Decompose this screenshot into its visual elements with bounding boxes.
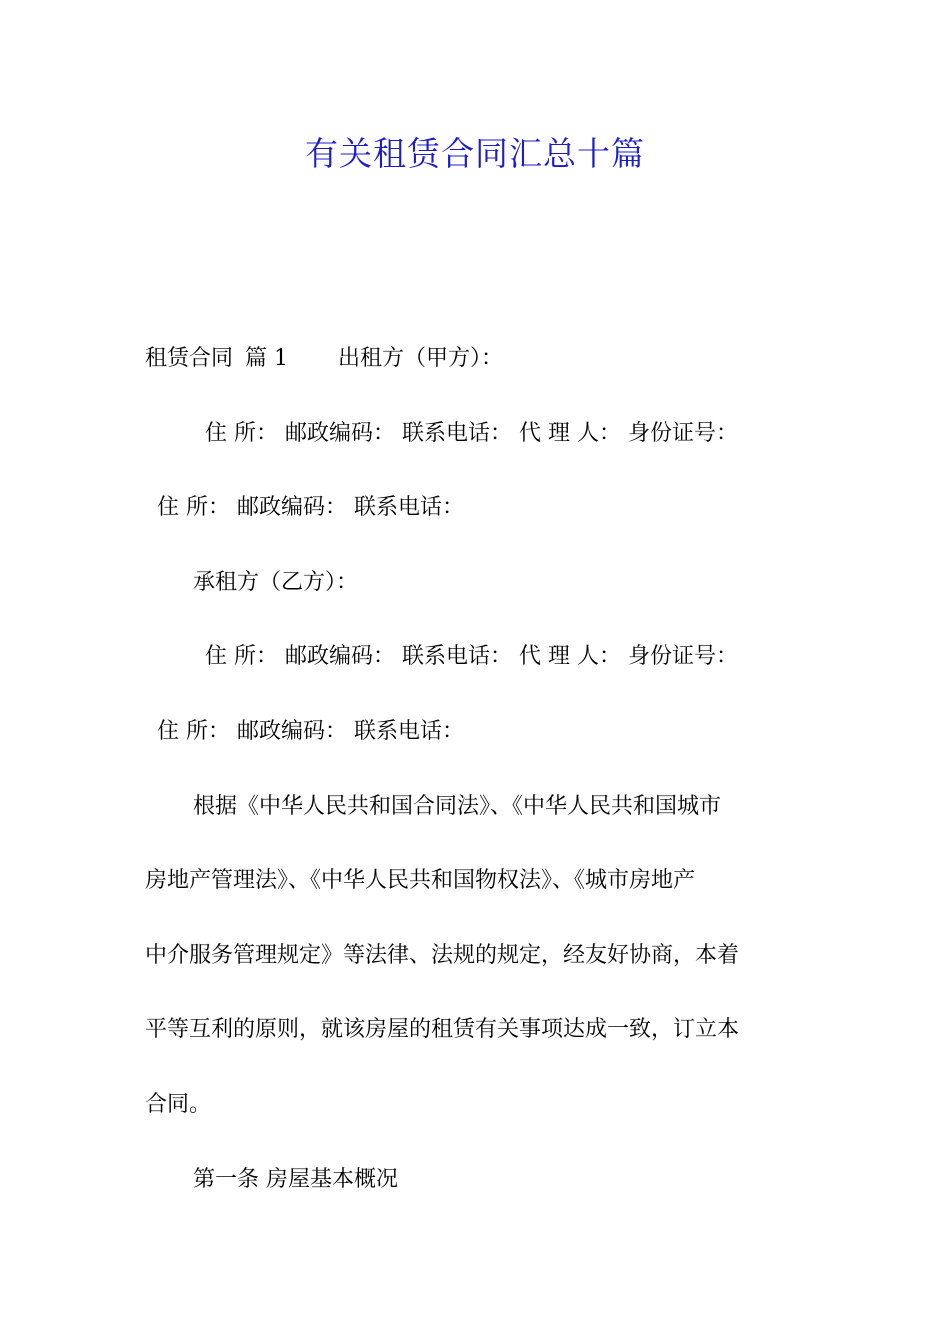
- lessee-label: 承租方（乙方）：: [193, 570, 359, 595]
- article-number: 篇 1: [245, 346, 289, 371]
- lessor-details-line: 住 所： 邮政编码： 联系电话： 代 理 人： 身份证号：: [205, 421, 738, 446]
- paragraph-line: 合同。: [145, 1092, 212, 1117]
- paragraph-line: 根据《中华人民共和国合同法》、《中华人民共和国城市: [193, 794, 722, 819]
- paragraph-line: 房地产管理法》、《中华人民共和国物权法》、《城市房地产: [145, 868, 696, 893]
- lessor-label: 出租方（甲方）：: [338, 346, 504, 371]
- document-title: 有关租赁合同汇总十篇: [305, 134, 645, 173]
- lessee-address-line: 住 所： 邮政编码： 联系电话：: [157, 719, 464, 744]
- paragraph-line: 平等互利的原则，就该房屋的租赁有关事项达成一致，订立本: [145, 1017, 740, 1042]
- section-heading-line: [145, 344, 503, 374]
- article-heading: 第一条 房屋基本概况: [193, 1167, 398, 1192]
- lessee-details-line: 住 所： 邮政编码： 联系电话： 代 理 人： 身份证号：: [205, 644, 738, 669]
- paragraph-line: 中介服务管理规定》等法律、法规的规定，经友好协商，本着: [145, 943, 740, 968]
- lessor-address-line: 住 所： 邮政编码： 联系电话：: [157, 495, 464, 520]
- contract-label: 租赁合同: [145, 346, 234, 371]
